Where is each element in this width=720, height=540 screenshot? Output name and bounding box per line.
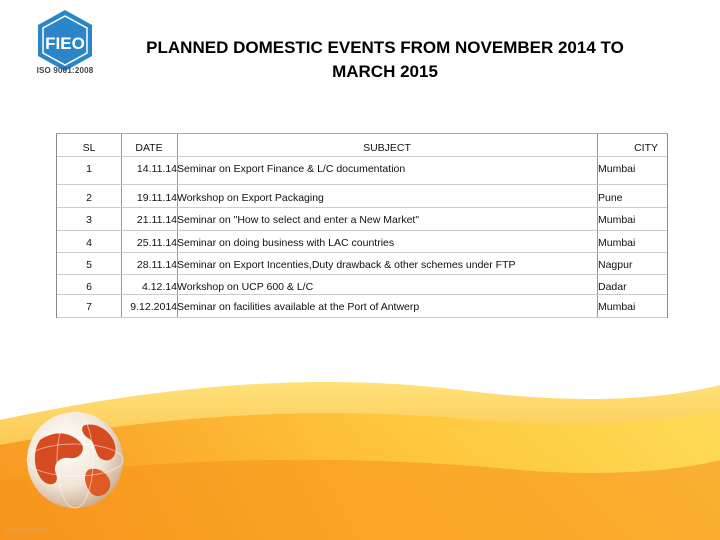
- row-date: 21.11.14: [136, 214, 177, 226]
- page-title: [95, 36, 675, 84]
- row-date: 4.12.14: [141, 281, 177, 293]
- row-date: 19.11.14: [136, 192, 177, 204]
- row-date: 25.11.14: [136, 237, 177, 249]
- row-sl: 5: [86, 259, 92, 271]
- row-subject: Seminar on Export Incenties,Duty drawback & other schemes under FTP: [177, 259, 516, 271]
- row-subject: Workshop on UCP 600 & L/C: [177, 281, 314, 293]
- row-city: Mumbai: [598, 163, 636, 175]
- row-city: Mumbai: [598, 237, 636, 249]
- row-subject: Seminar on doing business with LAC countries: [177, 237, 395, 249]
- row-subject: Workshop on Export Packaging: [177, 192, 324, 204]
- globe-icon: [27, 412, 123, 508]
- title-line-1: PLANNED DOMESTIC EVENTS FROM NOVEMBER 2014 TO: [146, 38, 624, 57]
- row-sl: 1: [86, 163, 92, 175]
- row-city: Mumbai: [598, 214, 636, 226]
- row-date: 14.11.14: [136, 163, 177, 175]
- row-sl: 2: [86, 192, 92, 204]
- row-city: Nagpur: [598, 259, 633, 271]
- row-divider: [57, 156, 667, 157]
- row-sl: 4: [86, 237, 92, 249]
- decorative-wave: [0, 360, 720, 540]
- row-subject: Seminar on "How to select and enter a New Market": [177, 214, 420, 226]
- logo-text: FIEO: [45, 34, 85, 53]
- row-divider: [57, 274, 667, 275]
- watermark: fppt.com: [5, 525, 48, 536]
- row-divider: [57, 294, 667, 295]
- column-header-date: DATE: [135, 142, 163, 154]
- column-header-sl: SL: [82, 142, 96, 154]
- row-sl: 3: [86, 214, 92, 226]
- row-divider: [57, 317, 667, 318]
- row-divider: [57, 207, 667, 208]
- iso-certification: ISO 9001:2008: [36, 66, 94, 75]
- row-subject: Seminar on facilities available at the Port of Antwerp: [177, 301, 420, 313]
- row-city: Mumbai: [598, 301, 636, 313]
- row-city: Dadar: [598, 281, 627, 293]
- events-table: [56, 133, 668, 318]
- row-sl: 6: [86, 281, 92, 293]
- row-date: 9.12.2014: [130, 301, 177, 313]
- row-divider: [57, 184, 667, 185]
- row-divider: [57, 230, 667, 231]
- row-date: 28.11.14: [136, 259, 177, 271]
- row-divider: [57, 252, 667, 253]
- column-header-city: CITY: [634, 142, 658, 154]
- row-city: Pune: [598, 192, 623, 204]
- title-line-2: MARCH 2015: [332, 62, 438, 81]
- row-subject: Seminar on Export Finance & L/C documentation: [177, 163, 406, 175]
- row-sl: 7: [86, 301, 92, 313]
- column-header-subject: SUBJECT: [363, 142, 411, 154]
